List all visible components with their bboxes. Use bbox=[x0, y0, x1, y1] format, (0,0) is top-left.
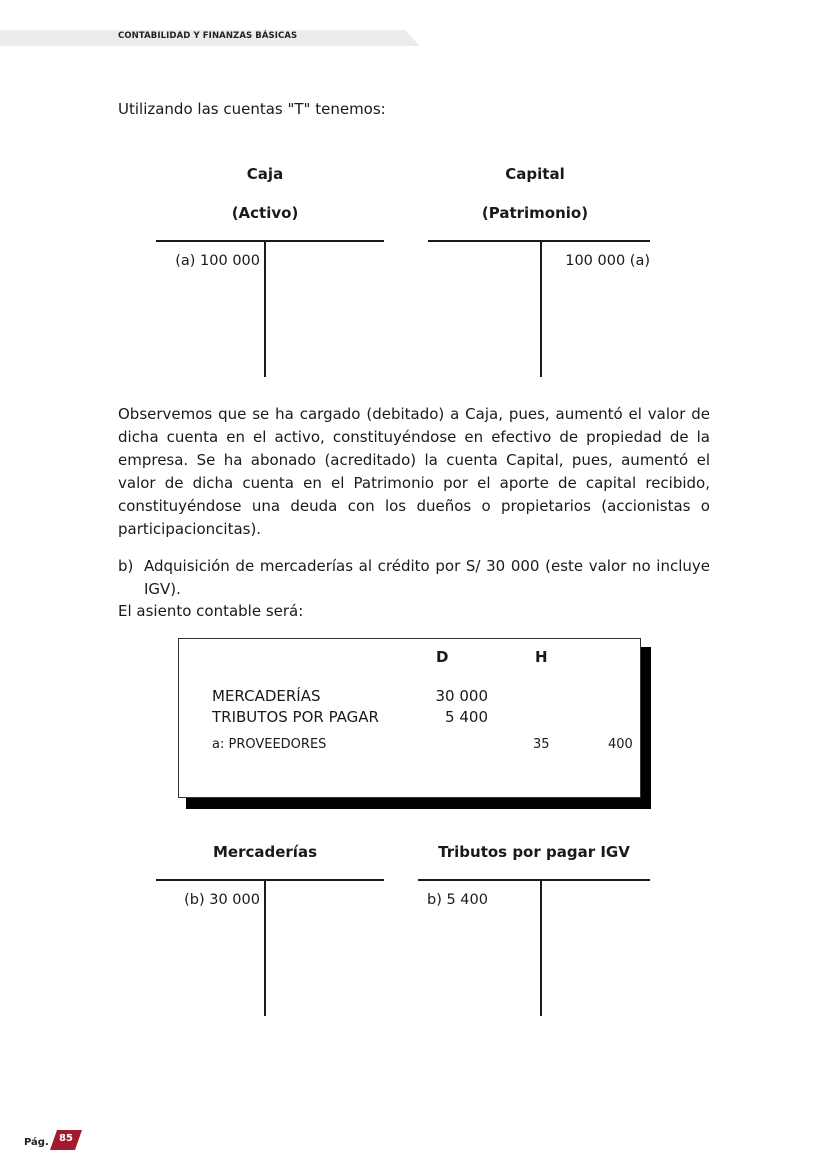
t-account-mercaderias-debit: (b) 30 000 bbox=[184, 892, 260, 908]
t-account-caja-debit: (a) 100 000 bbox=[175, 253, 260, 269]
page-number: 85 bbox=[59, 1133, 73, 1144]
item-b-text: Adquisición de mercaderías al crédito por S/ 30 000 (este valor no incluye IGV). bbox=[144, 557, 710, 598]
journal-line3-account: a: PROVEEDORES bbox=[212, 737, 327, 752]
explanation-paragraph: Observemos que se ha cargado (debitado) a Caja, pues, aumentó el valor de dicha cuenta en el activo, constituyéndose en efectivo de propiedad de la empresa. Se ha abonado (acreditado) la cuenta Capital, pues, aumentó el valor de dicha cuenta en el Patrimonio por el aporte de capital recibido, constituyéndose una deuda con los dueños o propietarios (accionistas o participacioncitas). bbox=[118, 405, 710, 538]
t-account-igv-debit: b) 5 400 bbox=[427, 892, 488, 908]
journal-line2-account: TRIBUTOS POR PAGAR bbox=[212, 708, 379, 726]
t-account-igv-center-line bbox=[540, 879, 542, 1016]
journal-line3-credit-b: 400 bbox=[608, 737, 633, 752]
entry-intro: El asiento contable será: bbox=[118, 602, 304, 620]
t-account-mercaderias-top-line bbox=[156, 879, 384, 881]
t-account-capital-type: (Patrimonio) bbox=[481, 204, 589, 222]
running-header: CONTABILIDAD Y FINANZAS BÁSICAS bbox=[118, 31, 298, 41]
page-label: Pág. bbox=[24, 1137, 49, 1148]
intro-text: Utilizando las cuentas "T" tenemos: bbox=[118, 100, 386, 118]
t-account-igv-top-line bbox=[418, 879, 650, 881]
journal-line1-account: MERCADERÍAS bbox=[212, 687, 321, 705]
t-account-mercaderias-center-line bbox=[264, 879, 266, 1016]
t-account-mercaderias-title: Mercaderías bbox=[212, 843, 317, 861]
t-account-capital-center-line bbox=[540, 240, 542, 377]
item-b-marker: b) bbox=[118, 557, 134, 575]
t-account-capital-top-line bbox=[428, 240, 650, 242]
t-account-caja-title: Caja bbox=[246, 165, 284, 183]
t-account-caja-type: (Activo) bbox=[231, 204, 299, 222]
journal-debit-header: D bbox=[436, 648, 449, 666]
journal-line1-debit: 30 000 bbox=[435, 687, 488, 705]
t-account-igv-title: Tributos por pagar IGV bbox=[438, 843, 630, 861]
journal-line3-credit-a: 35 bbox=[533, 737, 550, 752]
t-account-caja-top-line bbox=[156, 240, 384, 242]
journal-credit-header: H bbox=[535, 648, 548, 666]
t-account-capital-title: Capital bbox=[505, 165, 565, 183]
journal-line2-debit: 5 400 bbox=[445, 708, 488, 726]
t-account-capital-credit: 100 000 (a) bbox=[565, 253, 650, 269]
t-account-caja-center-line bbox=[264, 240, 266, 377]
